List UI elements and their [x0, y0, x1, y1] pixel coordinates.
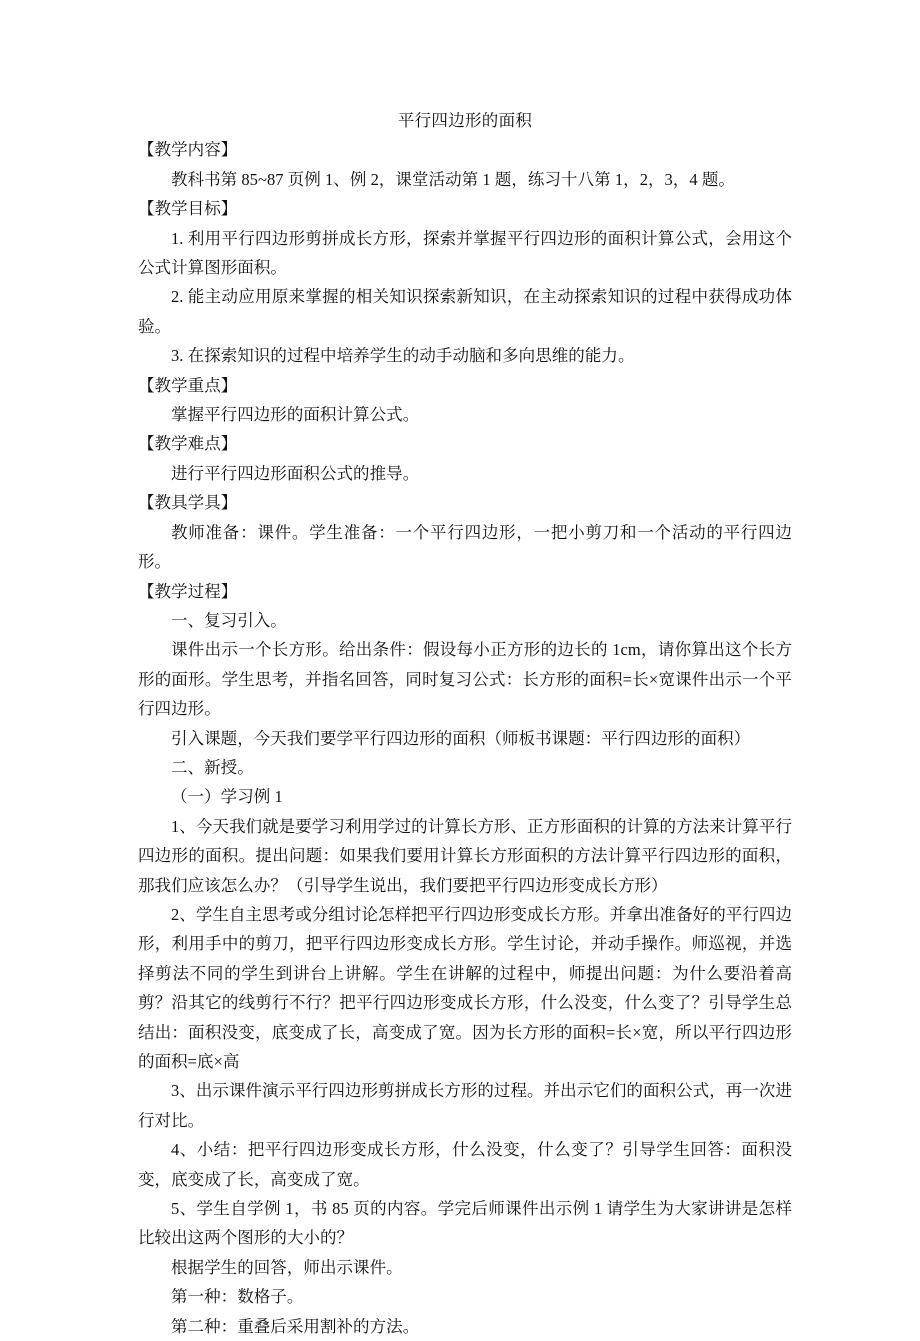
section-heading-teaching-process: 【教学过程】	[138, 581, 238, 601]
paragraph-process-introduce-topic: 引入课题，今天我们要学平行四边形的面积（师板书课题：平行四边形的面积）	[171, 728, 751, 748]
paragraph-teaching-focus: 掌握平行四边形的面积计算公式。	[171, 405, 420, 425]
paragraph-goal-2: 2. 能主动应用原来掌握的相关知识探索新知识，在主动探索知识的过程中获得成功体验。	[138, 287, 792, 336]
paragraph-new-lesson-item-5: 5、学生自学例 1，书 85 页的内容。学完后师课件出示例 1 请学生为大家讲讲是怎样比较出这两个图形的大小的？	[138, 1199, 792, 1248]
document-title: 平行四边形的面积	[397, 111, 533, 130]
section-heading-teaching-materials: 【教具学具】	[138, 493, 238, 513]
paragraph-teaching-materials: 教师准备：课件。学生准备：一个平行四边形，一把小剪刀和一个活动的平行四边形。	[138, 522, 792, 572]
paragraph-process-study-example-1-heading: （一）学习例 1	[171, 787, 283, 807]
paragraph-new-lesson-item-1: 1、今天我们就是要学习利用学过的计算长方形、正方形面积的计算的方法来计算平行四边形的面积。提出问题：如果我们要用计算长方形面积的方法计算平行四边形的面积，那我们应该怎么办？（引导学生说出，我们要把平行四边形变成长方形）	[138, 816, 792, 895]
paragraph-new-lesson-item-4: 4、小结：把平行四边形变成长方形，什么没变，什么变了？引导学生回答：面积没变，底变成了长，高变成了宽。	[138, 1140, 792, 1189]
paragraph-process-review-body: 课件出示一个长方形。给出条件：假设每小正方形的边长的 1cm，请你算出这个长方形的面形。学生思考，并指名回答，同时复习公式：长方形的面积=长×宽课件出示一个平行四边形。	[138, 640, 792, 719]
paragraph-goal-1: 1. 利用平行四边形剪拼成长方形，探索并掌握平行四边形的面积计算公式，会用这个公式计算图形面积。	[138, 228, 792, 278]
document-body	[138, 106, 792, 1341]
section-heading-teaching-content: 【教学内容】	[138, 140, 238, 160]
section-heading-teaching-difficulty: 【教学难点】	[138, 434, 238, 454]
document-paragraph-list	[138, 135, 792, 1341]
section-heading-teaching-goals: 【教学目标】	[138, 199, 238, 219]
paragraph-method-2: 第二种：重叠后采用割补的方法。	[171, 1316, 420, 1336]
paragraph-process-new-lesson-heading: 二、新授。	[171, 757, 254, 777]
section-heading-teaching-focus: 【教学重点】	[138, 375, 238, 395]
paragraph-new-lesson-item-3: 3、出示课件演示平行四边形剪拼成长方形的过程。并出示它们的面积公式，再一次进行对比。	[138, 1081, 792, 1130]
paragraph-teaching-content: 教科书第 85~87 页例 1、例 2，课堂活动第 1 题，练习十八第 1，2，3，4 题。	[171, 169, 735, 189]
paragraph-teacher-shows-courseware: 根据学生的回答，师出示课件。	[171, 1257, 403, 1277]
paragraph-new-lesson-item-2: 2、学生自主思考或分组讨论怎样把平行四边形变成长方形。并拿出准备好的平行四边形，利用手中的剪刀，把平行四边形变成长方形。学生讨论，并动手操作。师巡视，并选择剪法不同的学生到讲台上讲解。学生在讲解的过程中，师提出问题：为什么要沿着高剪？沿其它的线剪行不行？把平行四边形变成长方形，什么没变，什么变了？引导学生总结出：面积没变，底变成了长，高变成了宽。因为长方形的面积=长×宽，所以平行四边形的面积=底×高	[138, 904, 792, 1071]
paragraph-teaching-difficulty: 进行平行四边形面积公式的推导。	[171, 463, 420, 483]
paragraph-method-1: 第一种：数格子。	[171, 1287, 304, 1307]
paragraph-goal-3: 3. 在探索知识的过程中培养学生的动手动脑和多向思维的能力。	[171, 346, 635, 366]
paragraph-process-review-heading: 一、复习引入。	[171, 610, 287, 630]
